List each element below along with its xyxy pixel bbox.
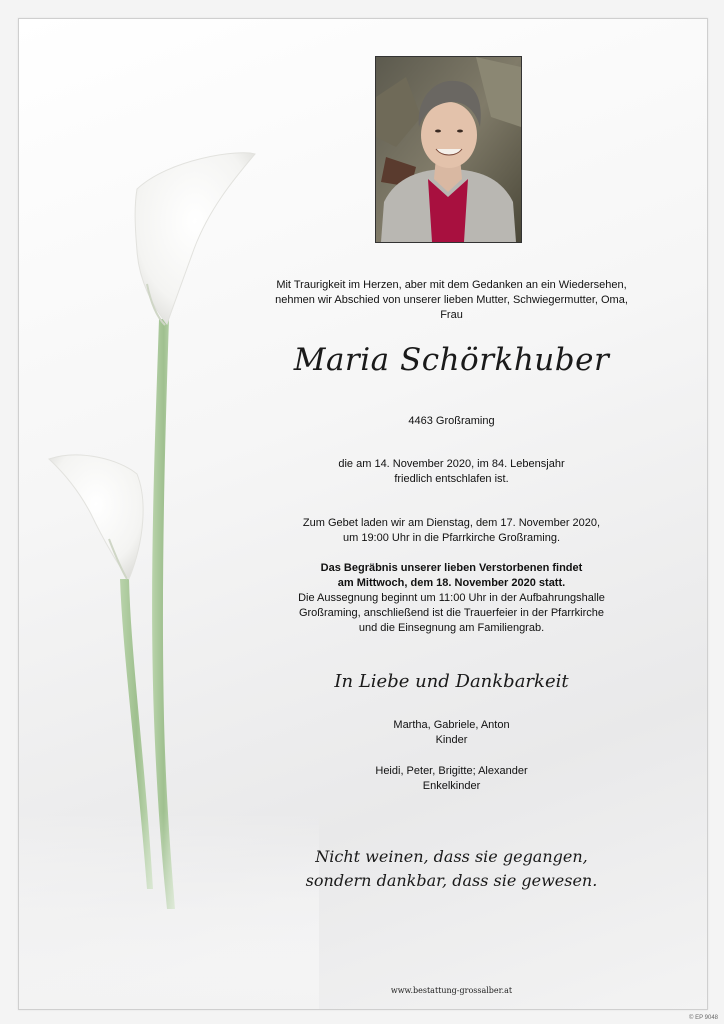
death-line-2: friedlich entschlafen ist. bbox=[394, 473, 509, 485]
family-names: Martha, Gabriele, Anton bbox=[393, 719, 510, 731]
family-group-children bbox=[269, 718, 634, 748]
funeral-notice bbox=[269, 561, 634, 636]
deceased-place: 4463 Großraming bbox=[408, 415, 495, 427]
prayer-line-1: Zum Gebet laden wir am Dienstag, dem 17. November 2020, bbox=[302, 517, 601, 529]
quote-line-1: Nicht weinen, dass sie gegangen, bbox=[315, 847, 588, 866]
intro-line-1: Mit Traurigkeit im Herzen, aber mit dem Gedanken an ein Wiedersehen, bbox=[276, 279, 627, 291]
intro-text bbox=[269, 278, 634, 323]
funeral-line-3: Die Aussegnung beginnt um 11:00 Uhr in der Aufbahrungshalle bbox=[298, 592, 605, 604]
family-role: Kinder bbox=[435, 734, 468, 746]
family-names: Heidi, Peter, Brigitte; Alexander bbox=[375, 765, 528, 777]
copyright-code: © EP 9048 bbox=[689, 1015, 718, 1021]
family-role: Enkelkinder bbox=[422, 780, 481, 792]
prayer-notice bbox=[269, 516, 634, 546]
death-line-1: die am 14. November 2020, im 84. Lebensjahr bbox=[338, 458, 565, 470]
funeral-line-1: Das Begräbnis unserer lieben Verstorbenen findet bbox=[320, 562, 583, 574]
portrait-photo bbox=[375, 56, 522, 243]
thanks-heading: In Liebe und Dankbarkeit bbox=[334, 671, 569, 692]
intro-line-3: Frau bbox=[440, 309, 463, 321]
death-notice bbox=[269, 457, 634, 487]
closing-quote bbox=[269, 845, 634, 893]
deceased-name: Maria Schörkhuber bbox=[293, 342, 610, 378]
obituary-card bbox=[18, 18, 708, 1010]
funeral-line-4: Großraming, anschließend ist die Trauerfeier in der Pfarrkirche bbox=[298, 607, 605, 619]
intro-line-2: nehmen wir Abschied von unserer lieben Mutter, Schwiegermutter, Oma, bbox=[275, 294, 628, 306]
funeral-home-website: www.bestattung-grossalber.at bbox=[390, 986, 513, 995]
quote-line-2: sondern dankbar, dass sie gewesen. bbox=[305, 871, 598, 890]
funeral-line-2: am Mittwoch, dem 18. November 2020 statt. bbox=[337, 577, 566, 589]
family-group-grandchildren bbox=[269, 764, 634, 794]
funeral-line-5: und die Einsegnung am Familiengrab. bbox=[358, 622, 545, 634]
prayer-line-2: um 19:00 Uhr in die Pfarrkirche Großraming. bbox=[342, 532, 561, 544]
